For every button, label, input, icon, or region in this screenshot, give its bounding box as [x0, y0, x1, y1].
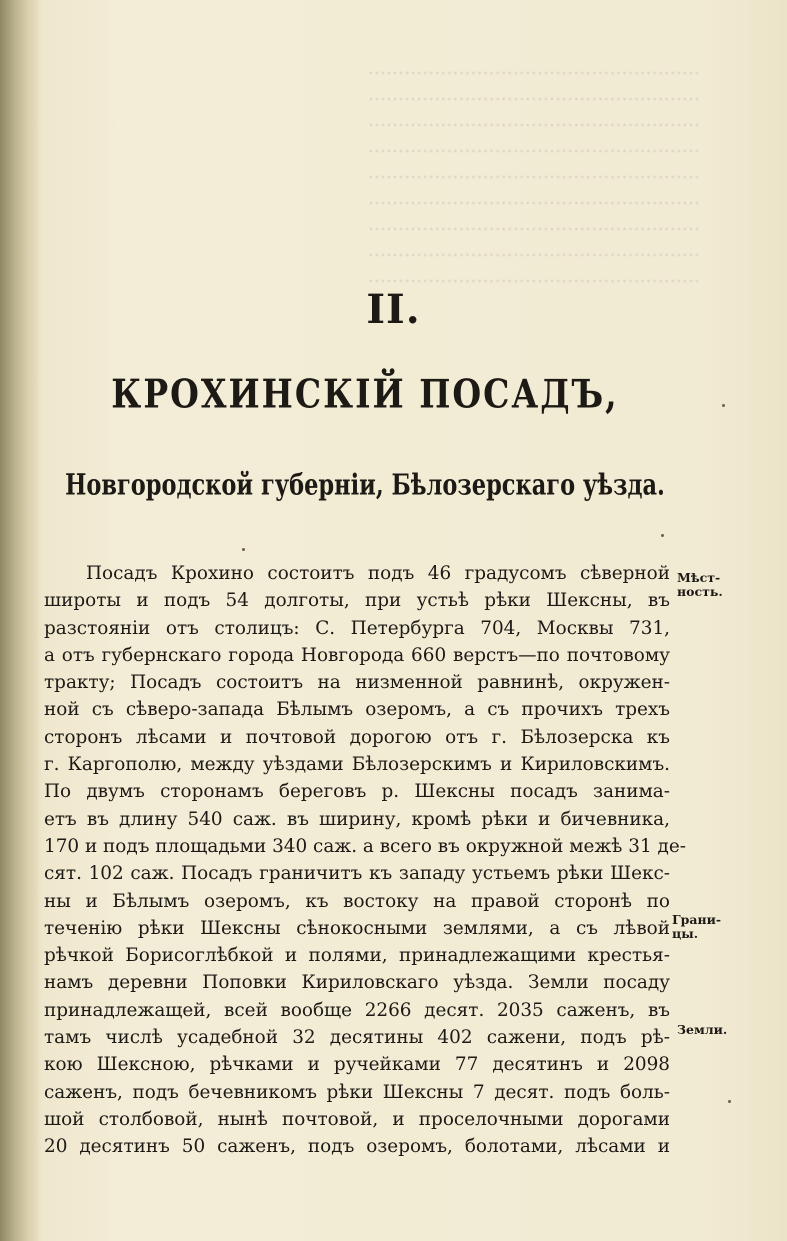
margin-note-boundaries-text: Грани-цы.	[672, 912, 722, 941]
body-paragraph	[44, 560, 686, 1161]
text-line: рѣчкой Борисоглѣбкой и полями, принадлежащими крестья-	[44, 945, 670, 967]
text-line: принадлежащей, всей вообще 2266 десят. 2035 саженъ, въ	[44, 999, 670, 1021]
paper-speck	[661, 534, 664, 537]
margin-note-land-text: Земли.	[677, 1022, 728, 1037]
margin-note-location-text: Мѣст-ность.	[677, 570, 723, 599]
paper-speck	[728, 1100, 731, 1103]
paper-speck	[722, 404, 725, 407]
chapter-subtitle: Новгородской губерніи, Бѣлозерскаго уѣзда.	[65, 467, 665, 502]
text-line: кою Шексною, рѣчками и ручейками 77 десятинъ и 2098	[44, 1054, 670, 1076]
text-line: По двумъ сторонамъ береговъ р. Шексны посадъ занима-	[44, 781, 670, 803]
text-line: тамъ числѣ усадебной 32 десятины 402 сажени, подъ рѣ-	[44, 1027, 670, 1049]
text-line: г. Каргополю, между уѣздами Бѣлозерскимъ и Кириловскимъ.	[44, 754, 670, 776]
margin-note-boundaries	[672, 913, 732, 941]
text-line: ны и Бѣлымъ озеромъ, къ востоку на правой сторонѣ по	[44, 890, 670, 912]
bleed-through-text: ....................................................... ....................................................... ....................................................... ....................................................... ....................................................... ....................................................... ....................................................... ....................................................... .......................................................	[367, 57, 700, 287]
text-line: сят. 102 саж. Посадъ граничитъ къ западу устьемъ рѣки Шекс-	[44, 863, 670, 885]
text-line: теченію рѣки Шексны сѣнокосными землями, а съ лѣвой	[44, 917, 670, 939]
text-line: етъ въ длину 540 саж. въ ширину, кромѣ рѣки и бичевника,	[44, 808, 670, 830]
margin-note-land	[677, 1023, 737, 1037]
chapter-title: КРОХИНСКІЙ ПОСАДЪ,	[111, 370, 619, 417]
text-line: саженъ, подъ бечевникомъ рѣки Шексны 7 десят. подъ боль-	[44, 1081, 670, 1103]
text-line: Посадъ Крохино состоитъ подъ 46 градусомъ сѣверной	[86, 563, 670, 584]
text-line: широты и подъ 54 долготы, при устьѣ рѣки Шексны, въ	[44, 590, 670, 612]
text-line: шой столбовой, нынѣ почтовой, и проселочными дорогами	[44, 1108, 670, 1130]
text-line: ной съ сѣверо-запада Бѣлымъ озеромъ, а съ прочихъ трехъ	[44, 699, 670, 721]
text-line: 170 и подъ площадьми 340 саж. а всего въ окружной межѣ 31 де-	[44, 835, 686, 857]
paper-speck	[242, 548, 245, 551]
text-line: 20 десятинъ 50 саженъ, подъ озеромъ, болотами, лѣсами и	[44, 1136, 670, 1158]
text-line: намъ деревни Поповки Кириловскаго уѣзда. Земли посаду	[44, 972, 670, 994]
margin-note-location	[677, 571, 737, 599]
text-line: сторонъ лѣсами и почтовой дорогою отъ г. Бѣлозерска къ	[44, 726, 670, 748]
page-gutter	[0, 0, 42, 1241]
text-line: разстояніи отъ столицъ: С. Петербурга 704, Москвы 731,	[44, 617, 670, 639]
chapter-number: II.	[366, 286, 421, 333]
text-line: тракту; Посадъ состоитъ на низменной равнинѣ, окружен-	[44, 672, 670, 694]
text-line: а отъ губернскаго города Новгорода 660 верстъ—по почтовому	[44, 644, 670, 666]
